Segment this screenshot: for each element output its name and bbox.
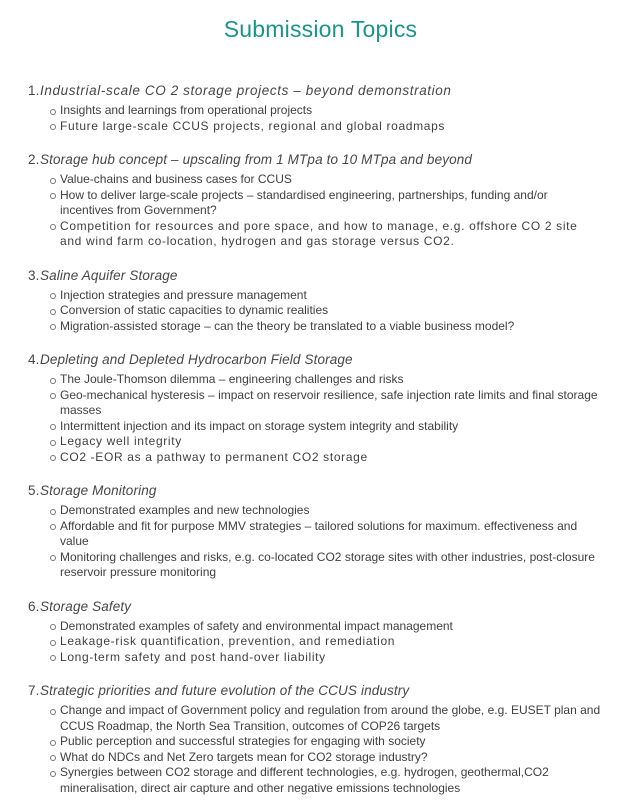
topic-number: 1.	[28, 83, 40, 98]
topic	[28, 152, 603, 250]
bullet-text: Affordable and fit for purpose MMV strategies – tailored solutions for maximum. effectiveness and value	[60, 518, 578, 548]
document-page	[0, 14, 641, 800]
bullet-text: Long-term safety and post hand-over liability	[60, 649, 326, 664]
bullet-text: Value-chains and business cases for CCUS	[60, 172, 292, 186]
topic-title: Strategic priorities and future evolution of the CCUS industry	[40, 683, 410, 698]
bullet-text: Leakage-risk quantification, prevention, and remediation	[60, 634, 396, 648]
topic-bullet	[50, 503, 603, 519]
topic-bullet	[50, 650, 603, 666]
topic-number: 2.	[28, 152, 40, 167]
topic-number: 7.	[28, 683, 40, 698]
topic-bullet-list	[28, 172, 603, 250]
bullet-text: CO2 -EOR as a pathway to permanent CO2 storage	[60, 449, 368, 464]
topic-heading	[28, 352, 603, 368]
topic	[28, 483, 603, 581]
topic-bullet	[50, 103, 603, 119]
topic-heading	[28, 599, 603, 615]
circle-bullet-icon	[50, 524, 56, 530]
circle-bullet-icon	[50, 509, 56, 515]
topic-title: Storage hub concept – upscaling from 1 MTpa to 10 MTpa and beyond	[40, 152, 473, 167]
circle-bullet-icon	[50, 193, 56, 199]
bullet-text: Synergies between CO2 storage and different technologies, e.g. hydrogen, geothermal,CO2 mineralisation, direct air capture and other negative emissions technologies	[60, 765, 549, 795]
topic-number: 6.	[28, 598, 40, 614]
topic-number: 3.	[28, 267, 40, 283]
circle-bullet-icon	[50, 393, 56, 399]
bullet-text: What do NDCs and Net Zero targets mean for CO2 storage industry?	[60, 749, 428, 764]
topic-heading	[28, 83, 603, 99]
topic	[28, 268, 603, 335]
circle-bullet-icon	[50, 324, 56, 330]
bullet-text: Insights and learnings from operational projects	[60, 103, 313, 117]
circle-bullet-icon	[50, 124, 56, 130]
topic-bullet	[50, 519, 603, 550]
topic-heading	[28, 152, 603, 168]
bullet-text: Demonstrated examples of safety and environmental impact management	[60, 618, 453, 633]
topic-bullet	[50, 388, 603, 419]
circle-bullet-icon	[50, 424, 56, 430]
circle-bullet-icon	[50, 109, 56, 115]
circle-bullet-icon	[50, 655, 56, 661]
bullet-text: Legacy well integrity	[60, 434, 182, 448]
topic-title: Storage Monitoring	[40, 483, 157, 498]
circle-bullet-icon	[50, 555, 56, 561]
circle-bullet-icon	[50, 771, 56, 777]
topic-bullet	[50, 119, 603, 135]
circle-bullet-icon	[50, 709, 56, 715]
bullet-text: Geo-mechanical hysteresis – impact on reservoir resilience, safe injection rate limits and final storage masses	[60, 387, 598, 417]
bullet-text: Conversion of static capacities to dynamic realities	[60, 303, 329, 317]
bullet-text: Public perception and successful strategies for engaging with society	[60, 734, 426, 748]
topic-bullet	[50, 765, 603, 796]
bullet-text: How to deliver large-scale projects – standardised engineering, partnerships, funding and/or incentives from Government?	[60, 187, 548, 217]
topic-bullet	[50, 434, 603, 450]
topic-bullet	[50, 619, 603, 635]
topic-bullet	[50, 703, 603, 734]
bullet-text: Migration-assisted storage – can the theory be translated to a viable business model?	[60, 318, 515, 333]
bullet-text: Monitoring challenges and risks, e.g. co-located CO2 storage sites with other industries, post-closure reservoir pressure monitoring	[60, 549, 595, 579]
topic-bullet	[50, 188, 603, 219]
topic-title: Depleting and Depleted Hydrocarbon Field Storage	[40, 352, 353, 367]
circle-bullet-icon	[50, 178, 56, 184]
circle-bullet-icon	[50, 740, 56, 746]
topic	[28, 352, 603, 465]
circle-bullet-icon	[50, 293, 56, 299]
bullet-text: Demonstrated examples and new technologies	[60, 503, 310, 517]
topic-bullet-list	[28, 619, 603, 666]
topic-heading	[28, 268, 603, 284]
topic	[28, 599, 603, 666]
topic-bullet	[50, 303, 603, 319]
topic-bullet-list	[28, 372, 603, 465]
topic-bullet	[50, 450, 603, 466]
topic-bullet	[50, 288, 603, 304]
topic	[28, 683, 603, 796]
topic-number: 4.	[28, 352, 40, 367]
topic-bullet	[50, 550, 603, 581]
page-title: Submission Topics	[223, 16, 418, 42]
topic-bullet	[50, 734, 603, 750]
topic-bullet-list	[28, 103, 603, 134]
bullet-text: Future large-scale CCUS projects, regional and global roadmaps	[60, 118, 446, 133]
topic-list	[0, 44, 641, 796]
bullet-text: Change and impact of Government policy and regulation from around the globe, e.g. EUSET plan and CCUS Roadmap, the North Sea Transition, outcomes of COP26 targets	[60, 703, 601, 733]
circle-bullet-icon	[50, 309, 56, 315]
topic	[28, 83, 603, 134]
circle-bullet-icon	[50, 755, 56, 761]
circle-bullet-icon	[50, 640, 56, 646]
topic-title: Storage Safety	[40, 598, 132, 614]
topic-bullet	[50, 419, 603, 435]
topic-bullet	[50, 219, 603, 250]
topic-title: Industrial-scale CO 2 storage projects – beyond demonstration	[40, 83, 452, 98]
bullet-text: Injection strategies and pressure management	[60, 287, 307, 302]
topic-bullet	[50, 372, 603, 388]
topic-bullet-list	[28, 503, 603, 581]
topic-heading	[28, 683, 603, 699]
circle-bullet-icon	[50, 455, 56, 461]
topic-bullet	[50, 172, 603, 188]
circle-bullet-icon	[50, 440, 56, 446]
topic-bullet-list	[28, 288, 603, 335]
topic-bullet-list	[28, 703, 603, 796]
bullet-text: The Joule-Thomson dilemma – engineering challenges and risks	[60, 372, 404, 386]
topic-bullet	[50, 634, 603, 650]
circle-bullet-icon	[50, 378, 56, 384]
topic-bullet	[50, 319, 603, 335]
circle-bullet-icon	[50, 224, 56, 230]
topic-bullet	[50, 750, 603, 766]
bullet-text: Intermittent injection and its impact on storage system integrity and stability	[60, 418, 459, 433]
circle-bullet-icon	[50, 624, 56, 630]
topic-number: 5.	[28, 483, 40, 498]
bullet-text: Competition for resources and pore space, and how to manage, e.g. offshore CO 2 site and wind farm co-location, hydrogen and gas storage versus CO2.	[60, 218, 578, 248]
topic-heading	[28, 483, 603, 499]
topic-title: Saline Aquifer Storage	[40, 267, 178, 283]
